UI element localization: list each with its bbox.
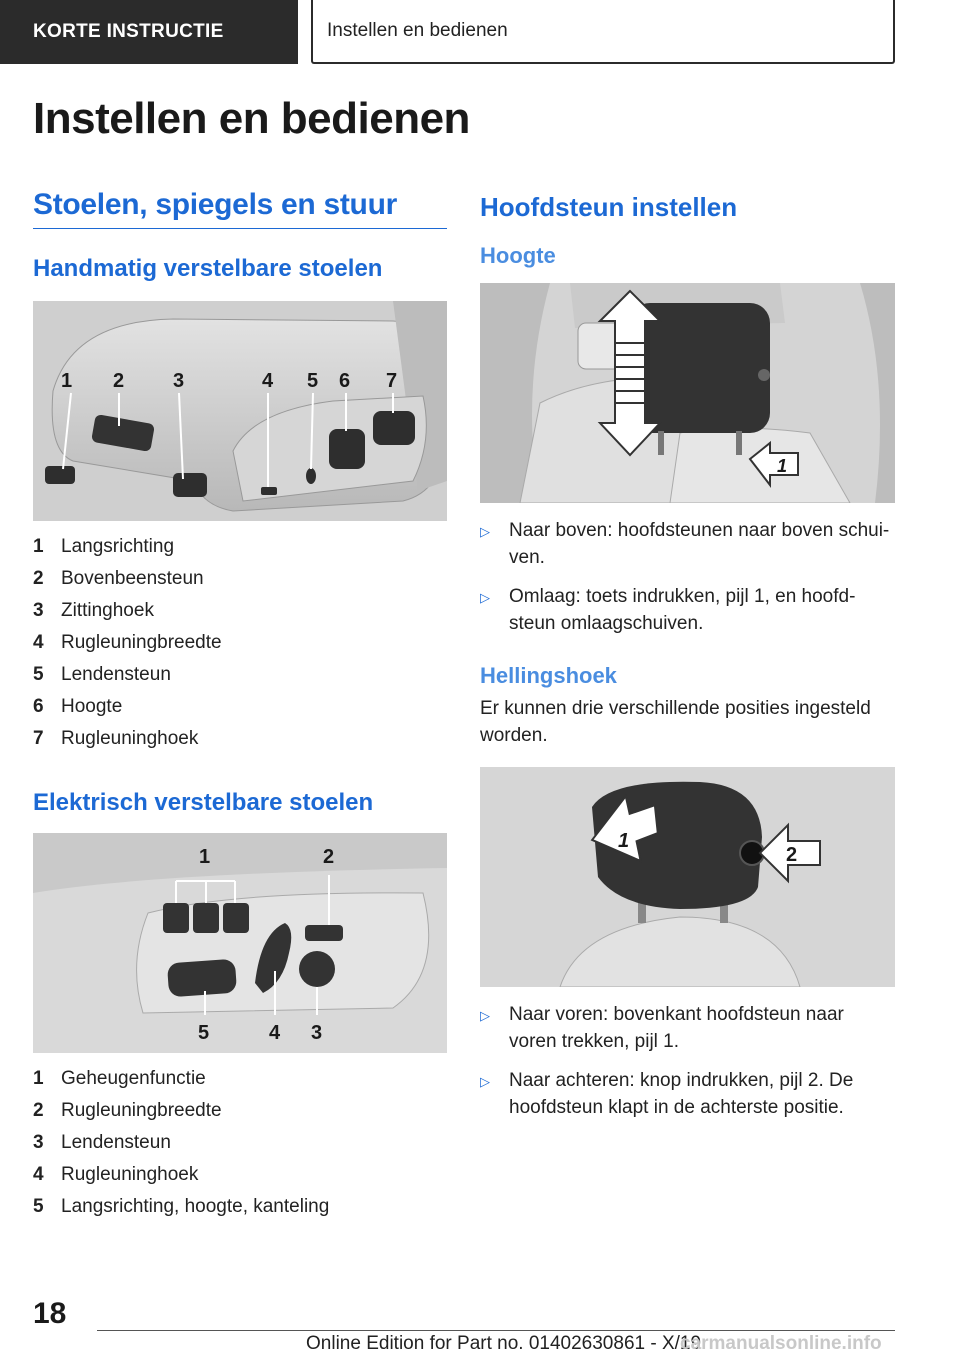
callout-7: 7 [386,370,398,392]
list-item [33,1095,447,1127]
item-label: Rugleuningbreedte [61,632,222,653]
section-tab: KORTE INSTRUCTIE [0,0,298,64]
list-item [33,659,447,691]
item-number: 3 [33,1132,44,1153]
subheading-tilt: Hellingshoek [480,663,617,688]
callout-5: 5 [198,1022,210,1044]
item-label: Lendensteun [61,1132,171,1153]
subheading-height: Hoogte [480,243,556,268]
callout-1: 1 [61,370,73,392]
electric-seat-figure [33,833,447,1053]
tilt-intro: Er kunnen drie verschillende posities ingesteld worden. [480,698,871,746]
electric-seat-legend [33,1063,447,1223]
section-heading-headrest: Hoofdsteun instellen [480,192,738,222]
item-number: 3 [33,600,44,621]
list-item [33,1159,447,1191]
list-item [33,627,447,659]
item-label: Rugleuninghoek [61,1164,199,1185]
subheading-electric-seats: Elektrisch verstelbare stoelen [33,789,374,816]
item-number: 4 [33,1164,44,1185]
callout-1: 1 [199,846,211,868]
list-item [480,583,895,637]
subheading-manual-seats: Handmatig verstelbare stoelen [33,255,383,282]
watermark: carmanualsonline.info [680,1333,882,1354]
list-item [33,563,447,595]
list-item [33,531,447,563]
item-label: Langsrichting [61,536,175,557]
item-number: 5 [33,664,44,685]
item-label: Rugleuningbreedte [61,1100,222,1121]
item-number: 6 [33,696,44,717]
callout-2: 2 [323,846,335,868]
page-title: Instellen en bedienen [33,94,470,143]
callout-1: 1 [777,456,788,476]
item-number: 5 [33,1196,44,1217]
triangle-bullet-icon: ▷ [480,1008,490,1023]
callout-4: 4 [269,1022,281,1044]
edition-note: Online Edition for Part no. 01402630861 - X/19 [306,1333,702,1354]
tilt-instructions [480,1001,895,1121]
list-item [33,595,447,627]
headrest-tilt-figure [480,767,895,987]
bullet-text: Omlaag: toets indrukken, pijl 1, en hoofd-steun omlaagschuiven. [509,586,856,634]
list-item [33,1063,447,1095]
item-number: 1 [33,536,44,557]
bullet-text: Naar boven: hoofdsteunen naar boven schui-ven. [509,520,890,568]
callout-1: 1 [618,830,630,852]
callout-6: 6 [339,370,351,392]
item-label: Lendensteun [61,664,171,685]
list-item [33,1127,447,1159]
item-label: Langsrichting, hoogte, kanteling [61,1196,330,1217]
item-label: Bovenbeensteun [61,568,204,589]
list-item [480,1067,895,1121]
footer-divider [97,1330,895,1331]
height-instructions [480,517,895,637]
bullet-text: Naar voren: bovenkant hoofdsteun naar voren trekken, pijl 1. [509,1004,844,1052]
item-number: 2 [33,1100,44,1121]
callout-3: 3 [173,370,185,392]
callout-2: 2 [786,844,798,866]
callout-3: 3 [311,1022,323,1044]
bullet-text: Naar achteren: knop indrukken, pijl 2. De hoofdsteun klapt in de achterste positie. [509,1070,854,1118]
list-item [33,1191,447,1223]
triangle-bullet-icon: ▷ [480,1074,490,1089]
section-heading-seats: Stoelen, spiegels en stuur [33,188,447,229]
item-label: Rugleuninghoek [61,728,199,749]
callout-4: 4 [262,370,274,392]
left-column [33,188,447,1223]
right-column [480,188,895,1133]
item-number: 7 [33,728,44,749]
item-number: 4 [33,632,44,653]
list-item [33,691,447,723]
item-number: 1 [33,1068,44,1089]
manual-seat-legend [33,531,447,755]
headrest-height-figure [480,283,895,503]
callout-2: 2 [113,370,125,392]
triangle-bullet-icon: ▷ [480,590,490,605]
manual-seat-figure [33,301,447,521]
breadcrumb: Instellen en bedienen [311,0,895,64]
item-label: Hoogte [61,696,123,717]
callout-5: 5 [307,370,319,392]
item-number: 2 [33,568,44,589]
page-number: 18 [33,1297,67,1330]
item-label: Geheugenfunctie [61,1068,206,1089]
item-label: Zittinghoek [61,600,154,621]
triangle-bullet-icon: ▷ [480,524,490,539]
list-item [33,723,447,755]
list-item [480,1001,895,1055]
list-item [480,517,895,571]
